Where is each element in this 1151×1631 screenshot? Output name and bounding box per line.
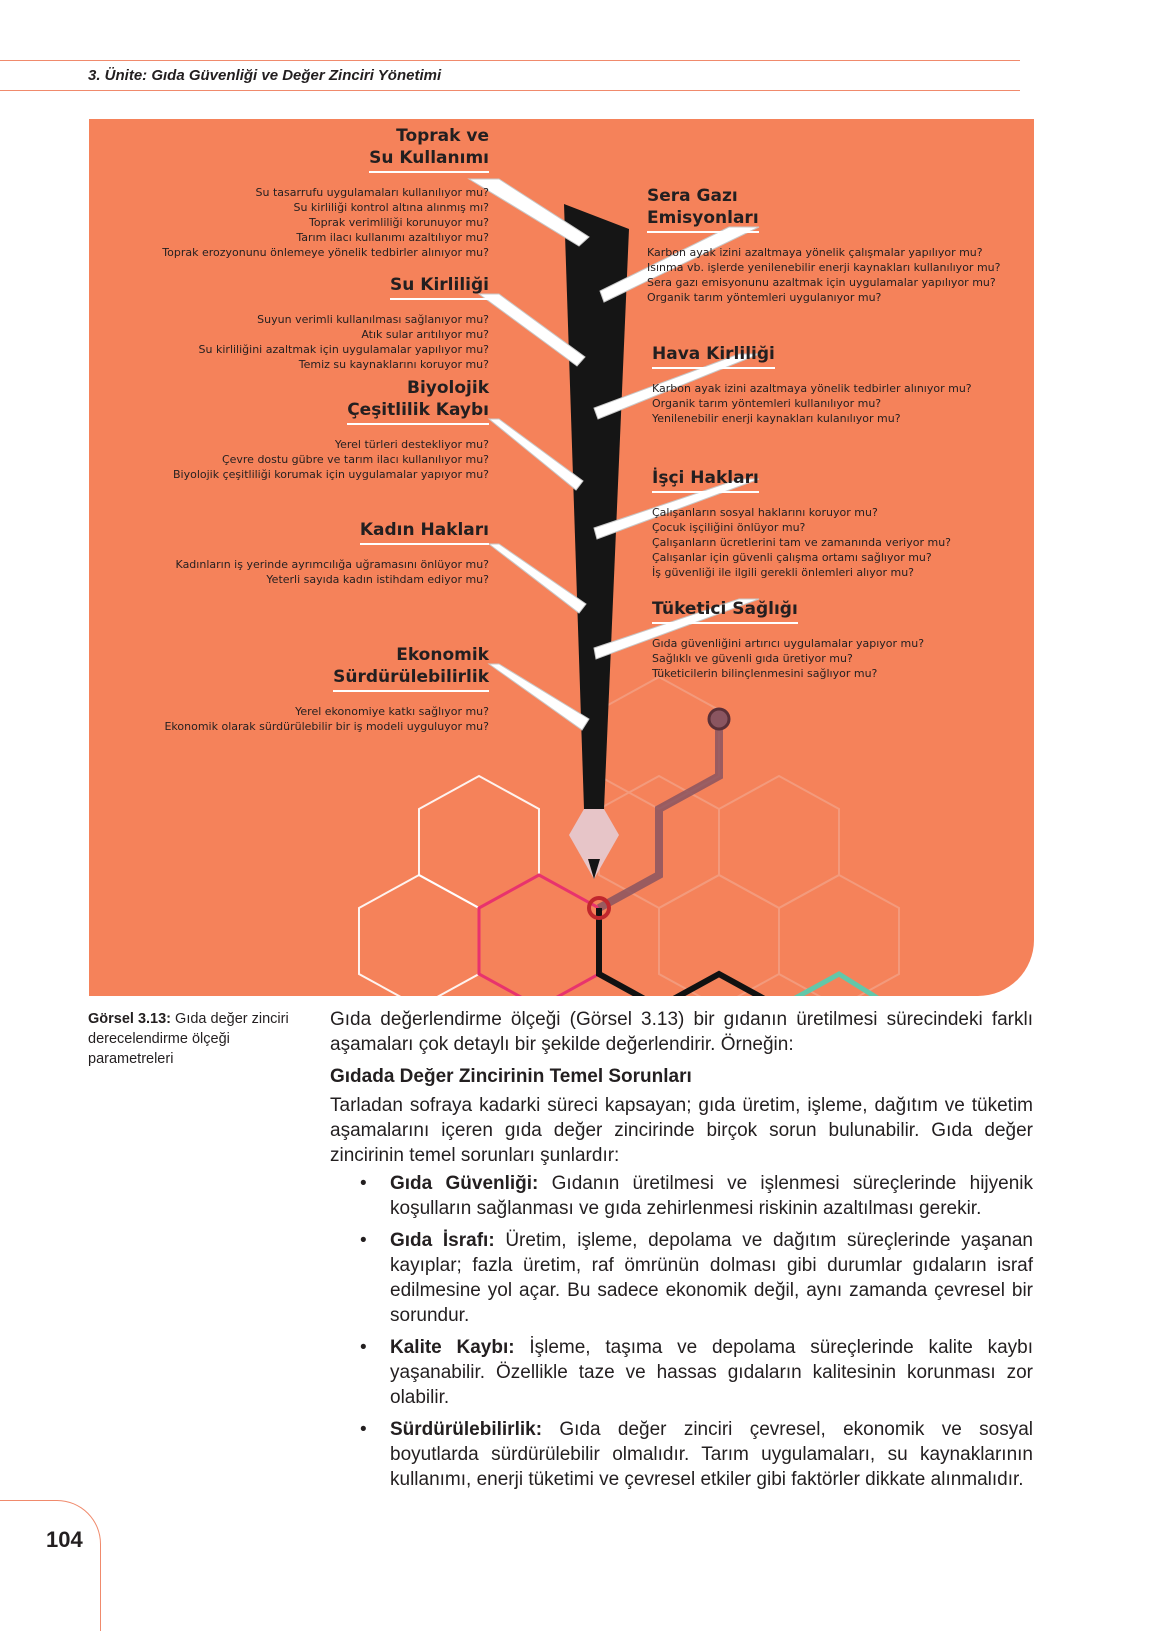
block-title: Tüketici Sağlığı: [652, 598, 798, 624]
block-title: Toprak ve Su Kullanımı: [369, 125, 489, 173]
item-text: Gıdanın üretilmesi ve işlenmesi süreçlerinde hijyenik koşulların sağlanması ve gıda zehirlenmesi riskinin azaltılması gerekir.: [390, 1173, 1033, 1219]
block-title: Ekonomik Sürdürülebilirlik: [333, 644, 489, 692]
hexagon: [659, 875, 779, 996]
path-mauve: [599, 719, 719, 908]
block-biyolojik: [89, 377, 489, 482]
question-list: Karbon ayak izini azaltmaya yönelik çalışmalar yapılıyor mu? Isınma vb. işlerde yenilenebilir enerji kaynakları kullanılıyor mu? Sera gazı emisyonunu azaltmak için uygulamalar yapılıyor mu? Organik tarım yöntemleri uygulanıyor mu?: [647, 246, 1001, 304]
figure-caption: [88, 1009, 308, 1069]
question-list: Yerel ekonomiye katkı sağlıyor mu? Ekonomik olarak sürdürülebilir bir iş modeli uyguluyor mu?: [164, 705, 489, 733]
question-list: Suyun verimli kullanılması sağlanıyor mu? Atık sular arıtılıyor mu? Su kirliliğini azaltmak için uygulamalar yapılıyor mu? Temiz su kaynaklarını koruyor mu?: [198, 313, 489, 371]
item-text: Gıda değer zinciri çevresel, ekonomik ve sosyal boyutlarda sürdürülebilir olmalıdır. Tarım uygulamaları, su kaynaklarının kullanımı, enerji tüketimi ve çevresel etkiler gibi faktörler dikkate alınmalıdır.: [390, 1419, 1033, 1490]
path-black: [599, 908, 779, 996]
page-number-frame: [0, 1500, 101, 1631]
hexagon: [779, 875, 899, 996]
block-toprak-su: [89, 125, 489, 260]
item-term: Gıda Güvenliği:: [390, 1173, 539, 1194]
section-heading: Gıdada Değer Zincirinin Temel Sorunları: [330, 1066, 692, 1087]
question-list: Yerel türleri destekliyor mu? Çevre dostu gübre ve tarım ilacı kullanılıyor mu? Biyolojik çeşitliliği korumak için uygulamalar yapıyor mu?: [172, 438, 489, 481]
body-text: [330, 1007, 1033, 1499]
question-list: Çalışanların sosyal haklarını koruyor mu? Çocuk işçiliğini önlüyor mu? Çalışanların ücretlerini tam ve zamanında veriyor mu? Çalışanlar için güvenli çalışma ortamı sağlıyor mu? İş güvenliği ile ilgili gerekli önlemleri alıyor mu?: [652, 506, 951, 579]
list-item: [360, 1171, 1033, 1221]
block-title: Kadın Hakları: [360, 519, 489, 545]
node-marker: [709, 709, 729, 729]
block-tuketici-sagligi: [652, 598, 1022, 681]
list-item: [360, 1228, 1033, 1328]
bullet-icon: •: [360, 1230, 367, 1251]
block-title: Hava Kirliliği: [652, 343, 775, 369]
item-term: Kalite Kaybı:: [390, 1337, 515, 1358]
pencil-graphic: [564, 204, 629, 879]
caption-label: Görsel 3.13:: [88, 1011, 172, 1027]
question-list: Kadınların iş yerinde ayrımcılığa uğramasını önlüyor mu? Yeterli sayıda kadın istihdam ediyor mu?: [175, 558, 489, 586]
block-ekonomik: [89, 644, 489, 734]
item-text: Üretim, işleme, depolama ve dağıtım süreçlerinde yaşanan kayıplar; fazla üretim, raf ömrünün dolması gibi durumlar gıdaların israf edilmesine yol açar. Bu sadece ekonomik değil, aynı zamanda çevresel bir sorundur.: [390, 1230, 1033, 1326]
list-item: [360, 1335, 1033, 1410]
connector: [489, 419, 583, 490]
hexagon: [479, 875, 599, 996]
item-term: Sürdürülebilirlik:: [390, 1419, 543, 1440]
bullet-icon: •: [360, 1173, 367, 1194]
chapter-header: 3. Ünite: Gıda Güvenliği ve Değer Zinciri Yönetimi: [88, 67, 442, 84]
hexagon: [419, 776, 539, 908]
connector: [489, 664, 589, 730]
block-title: Biyolojik Çeşitlilik Kaybı: [347, 377, 489, 425]
connector: [489, 544, 586, 613]
section-paragraph: Tarladan sofraya kadarki süreci kapsayan; gıda üretim, işleme, dağıtım ve tüketim aşamalarını içeren gıda değer zincirinde birçok sorun bulunabilir. Gıda değer zincirinin temel sorunları şunlardır:: [330, 1095, 1033, 1166]
block-title: Su Kirliliği: [390, 274, 489, 300]
bullet-icon: •: [360, 1419, 367, 1440]
hexagon: [359, 875, 479, 996]
block-isci-haklari: [652, 467, 1022, 580]
header-rule-top: [0, 60, 1020, 61]
hexagon: [719, 776, 839, 908]
bullet-icon: •: [360, 1337, 367, 1358]
intro-paragraph: Gıda değerlendirme ölçeği (Görsel 3.13) bir gıdanın üretilmesi sürecindeki farklı aşamaları çok detaylı bir şekilde değerlendirir. Örneğin:: [330, 1009, 1033, 1055]
block-kadin-haklari: [89, 519, 489, 587]
question-list: Karbon ayak izini azaltmaya yönelik tedbirler alınıyor mu? Organik tarım yöntemleri kullanılıyor mu? Yenilenebilir enerji kaynakları kulanılıyor mu?: [652, 382, 972, 425]
block-sera-gazi: [647, 185, 1017, 305]
caption-text: Gıda değer zinciri derecelendirme ölçeği parametreleri: [88, 1011, 289, 1067]
block-hava-kirliligi: [652, 343, 1022, 426]
item-term: Gıda İsrafı:: [390, 1230, 495, 1251]
value-chain-figure: [89, 119, 1034, 996]
problem-list: [330, 1171, 1033, 1492]
header-rule-bottom: [0, 90, 1020, 91]
block-su-kirliligi: [89, 274, 489, 372]
question-list: Gıda güvenliğini artırıcı uygulamalar yapıyor mu? Sağlıklı ve güvenli gıda üretiyor mu? Tüketicilerin bilinçlenmesini sağlıyor mu?: [652, 637, 925, 680]
block-title: İşçi Hakları: [652, 467, 759, 493]
list-item: [360, 1417, 1033, 1492]
question-list: Su tasarrufu uygulamaları kullanılıyor mu? Su kirliliği kontrol altına alınmış mı? Toprak verimliliği korunuyor mu? Tarım ilacı kullanımı azaltılıyor mu? Toprak erozyonunu önlemeye yönelik tedbirler alınıyor mu?: [162, 186, 489, 259]
block-title: Sera Gazı Emisyonları: [647, 185, 759, 233]
item-text: İşleme, taşıma ve depolama süreçlerinde kalite kaybı yaşanabilir. Özellikle taze ve hassas gıdaların kalitesinin korunması zor olabilir.: [390, 1337, 1033, 1408]
page-number: 104: [46, 1527, 83, 1552]
